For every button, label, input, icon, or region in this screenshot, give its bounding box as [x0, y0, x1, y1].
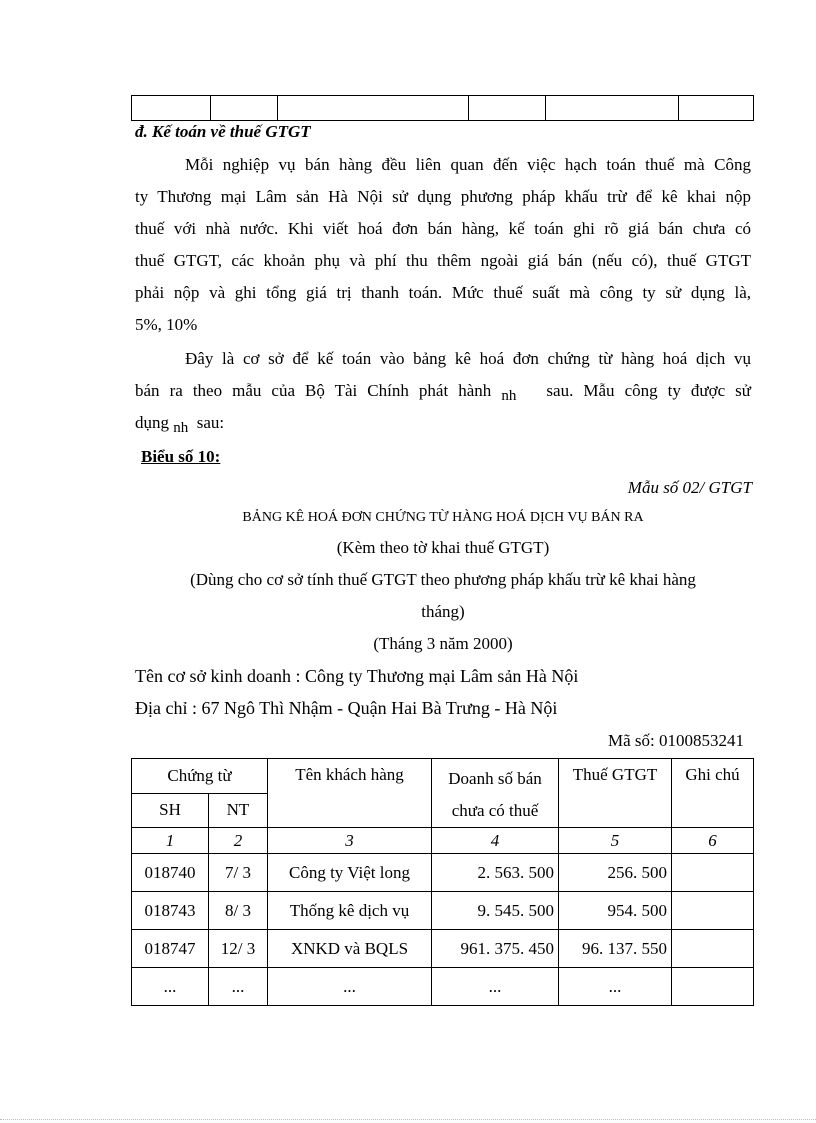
page-divider — [0, 1119, 816, 1120]
header-nt: NT — [209, 793, 268, 828]
table-row — [132, 96, 754, 121]
section-heading: đ. Kế toán về thuế GTGT — [135, 122, 311, 141]
subtitle-1: (Kèm theo tờ khai thuế GTGT) — [336, 538, 550, 557]
header-ghi-chu: Ghi chú — [672, 759, 754, 828]
table-row: ... ... ... ... ... — [132, 968, 754, 1006]
table-row: 018743 8/ 3 Thống kê dịch vụ 9. 545. 500 954. 500 — [132, 892, 754, 930]
header-ten-khach-hang: Tên khách hàng — [268, 759, 432, 828]
business-name: Tên cơ sở kinh doanh : Công ty Thương mại Lâm sản Hà Nội — [135, 666, 579, 686]
document-title: BẢNG KÊ HOÁ ĐƠN CHỨNG TỪ HÀNG HOÁ DỊCH VỤ BÁN RA — [242, 510, 644, 525]
table-header-row — [132, 759, 754, 794]
subtitle-2a: (Dùng cho cơ sở tính thuế GTGT theo phương pháp khấu trừ kê khai hàng — [190, 570, 696, 589]
top-empty-table — [131, 95, 754, 121]
paragraph-line: Mỗi nghiệp vụ bán hàng đều liên quan đến việc hạch toán thuế mà Công — [185, 155, 751, 174]
table-index-row: 1 2 3 4 5 6 — [132, 828, 754, 854]
table-row: 018747 12/ 3 XNKD và BQLS 961. 375. 450 96. 137. 550 — [132, 930, 754, 968]
address: Địa chỉ : 67 Ngô Thì Nhậm - Quận Hai Bà Trưng - Hà Nội — [135, 698, 558, 718]
month-label: (Tháng 3 năm 2000) — [373, 634, 513, 653]
bieu-so-label: Biểu số 10: — [141, 447, 221, 466]
subtitle-2b: tháng) — [421, 602, 465, 621]
paragraph-line: ty Thương mại Lâm sản Hà Nội sử dụng phương pháp khấu trừ để kê khai nộp — [135, 187, 751, 206]
paragraph-line: 5%, 10% — [135, 315, 198, 334]
paragraph-line: thuế GTGT, các khoản phụ và phí thu thêm ngoài giá bán (nếu có), thuế GTGT — [135, 251, 751, 270]
paragraph-line: Đây là cơ sở để kế toán vào bảng kê hoá đơn chứng từ hàng hoá dịch vụ — [185, 349, 751, 368]
paragraph-line: dụng nh sau: — [135, 413, 225, 436]
invoice-table — [131, 758, 754, 1006]
paragraph-2 — [135, 343, 751, 439]
header-chung-tu: Chứng từ — [132, 759, 268, 794]
paragraph-line: phải nộp và ghi tổng giá trị thanh toán. Mức thuế suất mà công ty sử dụng là, — [135, 283, 751, 302]
paragraph-line: thuế với nhà nước. Khi viết hoá đơn bán hàng, kế toán ghi rõ giá bán chưa có — [135, 219, 751, 238]
paragraph-line: bán ra theo mẫu của Bộ Tài Chính phát hành nh sau. Mẫu công ty được sử — [135, 381, 752, 404]
form-number: Mẫu số 02/ GTGT — [627, 478, 752, 497]
header-doanh-so: Doanh số bán chưa có thuế — [432, 759, 559, 828]
tax-code: Mã số: 0100853241 — [608, 731, 744, 750]
header-thue: Thuế GTGT — [559, 759, 672, 828]
header-sh: SH — [132, 793, 209, 828]
table-row: 018740 7/ 3 Công ty Việt long 2. 563. 500 256. 500 — [132, 854, 754, 892]
paragraph-1 — [135, 149, 751, 341]
